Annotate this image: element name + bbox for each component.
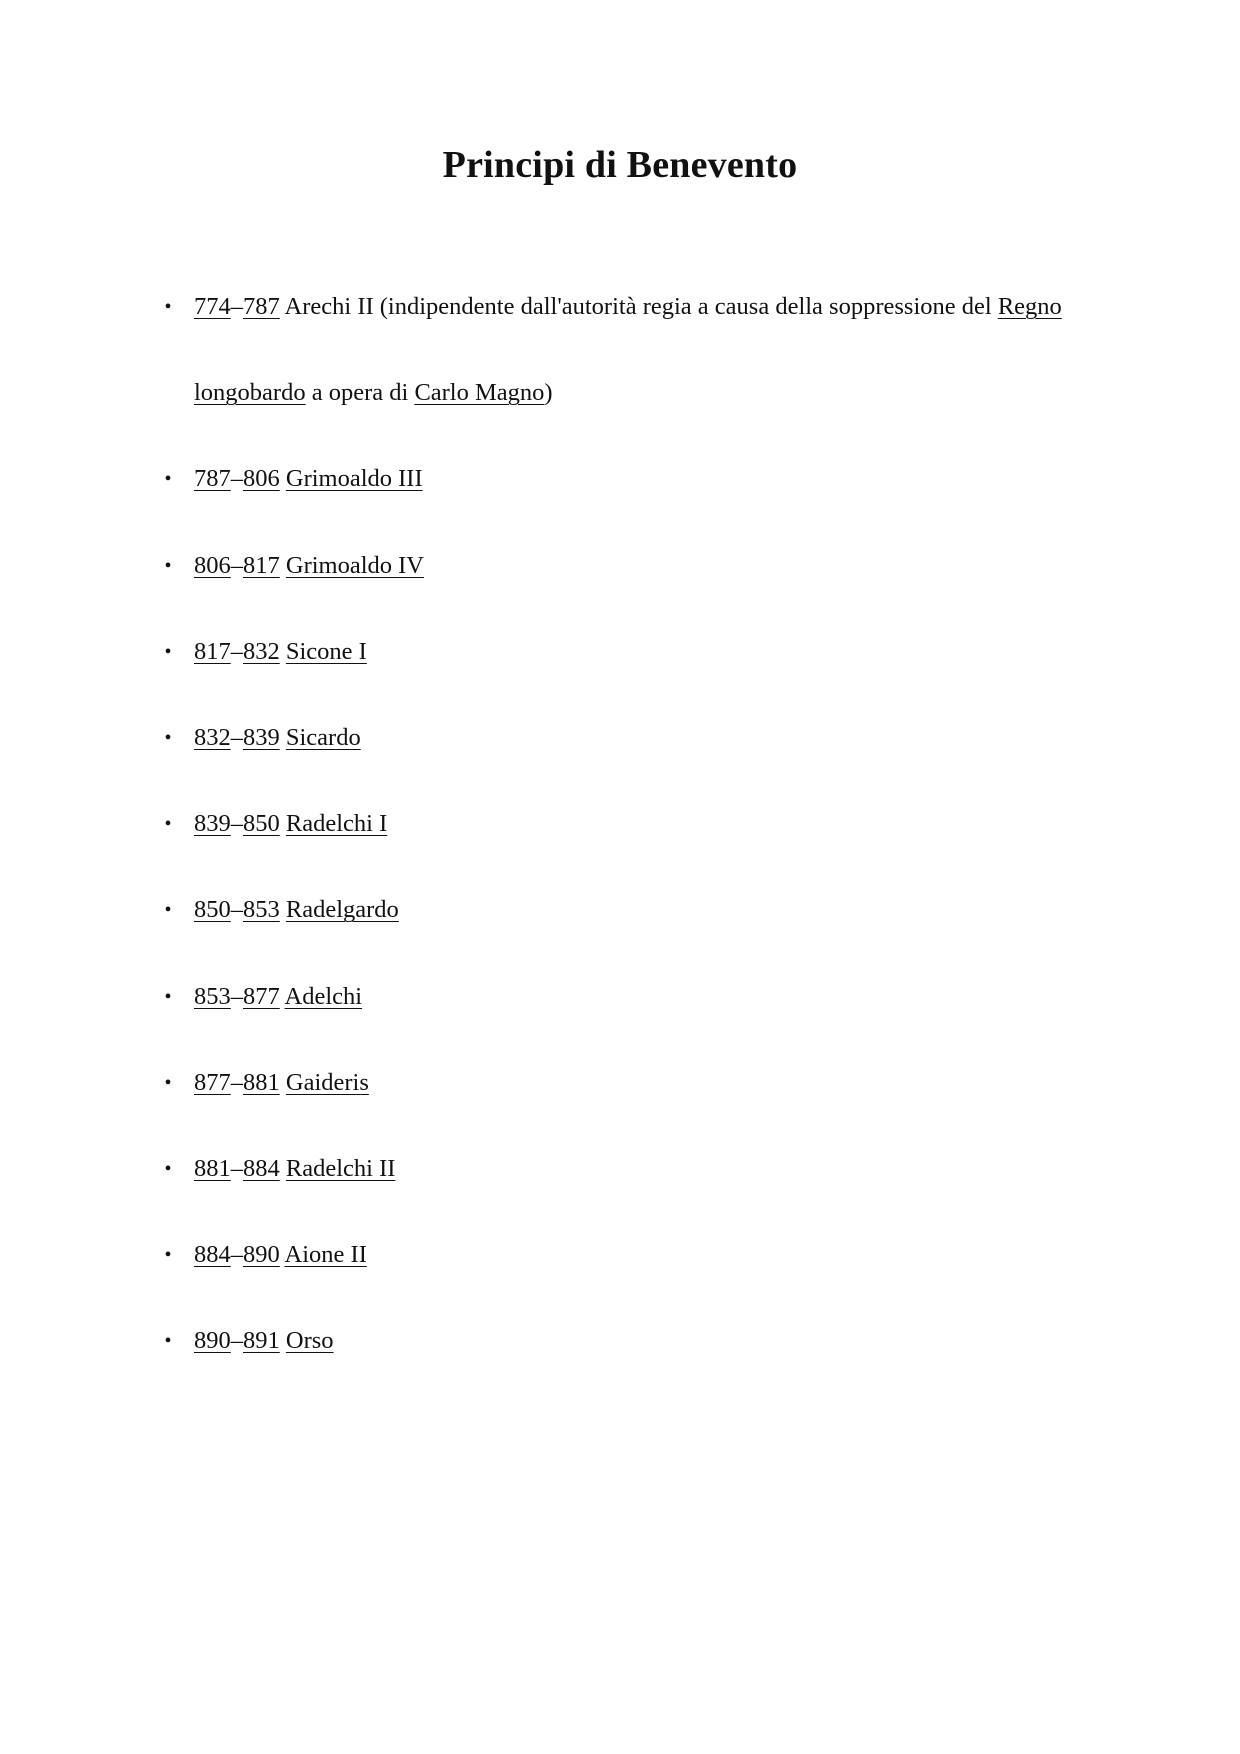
rulers-list (164, 264, 1114, 1385)
start-year-link[interactable]: 787 (194, 465, 231, 493)
list-item (164, 954, 1114, 1040)
end-year-link[interactable]: 806 (243, 465, 280, 493)
note-text: a opera di (305, 379, 415, 407)
end-year-link[interactable]: 832 (243, 637, 280, 665)
bullet-icon: • (164, 1158, 172, 1181)
list-item (164, 695, 1114, 781)
list-item (164, 523, 1114, 609)
list-item (164, 1298, 1114, 1384)
start-year-link[interactable]: 853 (194, 982, 231, 1010)
dash: – (230, 724, 243, 752)
end-year-link[interactable]: 787 (243, 293, 280, 320)
list-item (164, 781, 1114, 867)
ruler-name-link[interactable]: Aione II (284, 1241, 367, 1269)
dash: – (230, 982, 243, 1010)
end-year-link[interactable]: 817 (243, 551, 280, 579)
bullet-icon: • (164, 296, 172, 318)
list-item (164, 1212, 1114, 1298)
ruler-name-link[interactable]: Radelchi I (285, 810, 388, 838)
end-year-link[interactable]: 877 (243, 982, 280, 1010)
ruler-name-link[interactable]: Radelgardo (285, 896, 399, 924)
ruler-name-link[interactable]: Grimoaldo III (285, 465, 423, 493)
ruler-name: Arechi II (284, 293, 374, 320)
bullet-icon: • (164, 640, 172, 663)
ruler-name-link[interactable]: Orso (285, 1327, 334, 1355)
dash: – (230, 293, 243, 320)
ruler-name-link[interactable]: Grimoaldo IV (285, 551, 424, 579)
ruler-name-link[interactable]: Sicone I (285, 637, 367, 665)
start-year-link[interactable]: 817 (194, 637, 231, 665)
ruler-name-link[interactable]: Radelchi II (285, 1155, 396, 1183)
bullet-icon: • (164, 1071, 172, 1094)
carlo-magno-link[interactable]: Carlo Magno (414, 379, 545, 407)
ruler-name-link[interactable]: Sicardo (285, 724, 361, 752)
start-year-link[interactable]: 881 (194, 1155, 231, 1183)
list-item (164, 1126, 1114, 1212)
dash: – (230, 810, 243, 838)
ruler-name-link[interactable]: Gaideris (285, 1068, 369, 1096)
dash: – (230, 1327, 243, 1355)
list-item (164, 609, 1114, 695)
list-item (164, 264, 1114, 436)
list-item (164, 1040, 1114, 1126)
dash: – (230, 1155, 243, 1183)
note-text: ) (544, 379, 553, 407)
start-year-link[interactable]: 806 (194, 551, 231, 579)
bullet-icon: • (164, 1330, 172, 1353)
start-year-link[interactable]: 877 (194, 1068, 231, 1096)
ruler-name-link[interactable]: Adelchi (284, 982, 363, 1010)
end-year-link[interactable]: 839 (243, 724, 280, 752)
dash: – (230, 1068, 243, 1096)
end-year-link[interactable]: 881 (243, 1068, 280, 1096)
list-item (164, 436, 1114, 522)
bullet-icon: • (164, 468, 172, 491)
bullet-icon: • (164, 727, 172, 750)
bullet-icon: • (164, 899, 172, 922)
bullet-icon: • (164, 813, 172, 836)
start-year-link[interactable]: 890 (194, 1327, 231, 1355)
regno-longobardo-link[interactable]: Regno longobardo (194, 293, 1062, 407)
start-year-link[interactable]: 884 (194, 1241, 231, 1269)
dash: – (230, 896, 243, 924)
start-year-link[interactable]: 832 (194, 724, 231, 752)
start-year-link[interactable]: 839 (194, 810, 231, 838)
dash: – (230, 1241, 243, 1269)
bullet-icon: • (164, 554, 172, 577)
end-year-link[interactable]: 853 (243, 896, 280, 924)
start-year-link[interactable]: 774 (194, 293, 231, 320)
end-year-link[interactable]: 890 (243, 1241, 280, 1269)
dash: – (230, 637, 243, 665)
dash: – (230, 465, 243, 493)
bullet-icon: • (164, 985, 172, 1008)
page-title: Principi di Benevento (442, 144, 798, 186)
end-year-link[interactable]: 891 (243, 1327, 280, 1355)
note-text: (indipendente dall'autorità regia a causa della soppressione del (373, 293, 998, 320)
end-year-link[interactable]: 850 (243, 810, 280, 838)
start-year-link[interactable]: 850 (194, 896, 231, 924)
list-item (164, 867, 1114, 953)
end-year-link[interactable]: 884 (243, 1155, 280, 1183)
bullet-icon: • (164, 1244, 172, 1267)
dash: – (230, 551, 243, 579)
